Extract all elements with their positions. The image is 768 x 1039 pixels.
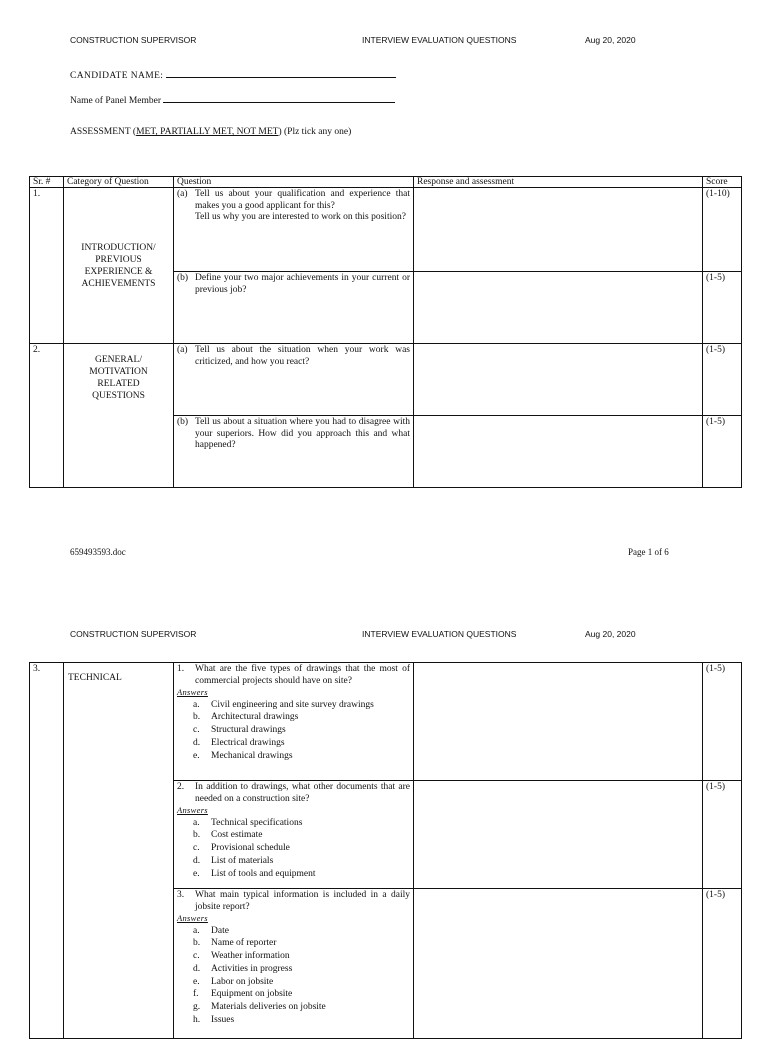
- tq2-number: 2.: [177, 782, 185, 792]
- row1-question-b: [174, 272, 414, 344]
- row1-category: INTRODUCTION/ PREVIOUS EXPERIENCE & ACHIEVEMENTS: [64, 188, 174, 344]
- row1-question-a: [174, 188, 414, 272]
- row3-category: TECHNICAL: [64, 663, 174, 1039]
- tech-question-2: [174, 781, 414, 889]
- answer-item: e. List of tools and equipment: [193, 868, 316, 879]
- row2-score-a[interactable]: (1-5): [703, 344, 742, 416]
- tq3-response[interactable]: [414, 889, 703, 1039]
- panel-member-blank[interactable]: [163, 93, 395, 103]
- row2-question-b: [174, 416, 414, 488]
- page1-header-title: CONSTRUCTION SUPERVISOR: [70, 35, 197, 45]
- answer-item: e. Mechanical drawings: [193, 750, 293, 761]
- answer-item: b. Cost estimate: [193, 830, 263, 841]
- row2-score-b[interactable]: (1-5): [703, 416, 742, 488]
- tq2-text: In addition to drawings, what other documents that are needed on a construction site?: [195, 782, 410, 804]
- evaluation-table-page1: [29, 176, 742, 488]
- col-header-category: Category of Question: [64, 177, 174, 188]
- answer-item: f. Equipment on jobsite: [193, 989, 293, 1000]
- tq2-answers-heading: Answers: [177, 805, 208, 815]
- row2-response-a[interactable]: [414, 344, 703, 416]
- evaluation-table-page2: [29, 662, 742, 1039]
- row1-qa-marker: (a): [177, 189, 188, 199]
- row2-sr: 2.: [30, 344, 64, 488]
- row1-qa-text1: Tell us about your qualification and experience that makes you a good applicant for this?: [195, 189, 410, 211]
- row2-qa-text: Tell us about the situation when your work was criticized, and how you react?: [195, 345, 410, 367]
- col-header-sr: Sr. #: [30, 177, 64, 188]
- page2-header-date: Aug 20, 2020: [585, 629, 636, 639]
- assessment-suffix: ) (Plz tick any one): [278, 127, 352, 137]
- row1-response-b[interactable]: [414, 272, 703, 344]
- row1-score-a[interactable]: (1-10): [703, 188, 742, 272]
- row2-response-b[interactable]: [414, 416, 703, 488]
- tq3-number: 3.: [177, 890, 185, 900]
- page2-header-subtitle: INTERVIEW EVALUATION QUESTIONS: [362, 629, 517, 639]
- row2-question-a: [174, 344, 414, 416]
- tq1-score[interactable]: (1-5): [703, 663, 742, 781]
- candidate-name-blank[interactable]: [166, 68, 396, 78]
- tq3-answer-list: [177, 925, 410, 1027]
- row1-qb-marker: (b): [177, 273, 189, 283]
- answer-item: a. Technical specifications: [193, 817, 303, 828]
- col-header-score: Score: [703, 177, 742, 188]
- row2-category: GENERAL/ MOTIVATION RELATED QUESTIONS: [64, 344, 174, 488]
- panel-member-field[interactable]: [70, 93, 395, 106]
- row1-qa-text2: Tell us why you are interested to work on this position?: [195, 212, 406, 222]
- candidate-name-field[interactable]: [70, 68, 396, 81]
- col-header-response: Response and assessment: [414, 177, 703, 188]
- tq3-answers-heading: Answers: [177, 913, 208, 923]
- row3-sr: 3.: [30, 663, 64, 1039]
- tq2-answer-list: [177, 817, 410, 881]
- col-header-question: Question: [174, 177, 414, 188]
- assessment-line: [70, 127, 351, 137]
- answer-item: e. Labor on jobsite: [193, 976, 274, 987]
- tq1-answer-list: [177, 699, 410, 763]
- answer-item: a. Date: [193, 925, 229, 936]
- answer-item: d. List of materials: [193, 855, 274, 866]
- tq1-number: 1.: [177, 664, 185, 674]
- page1-header-date: Aug 20, 2020: [585, 35, 636, 45]
- answer-item: b. Name of reporter: [193, 938, 277, 949]
- tq2-response[interactable]: [414, 781, 703, 889]
- row2-qb-text: Tell us about a situation where you had to disagree with your superiors. How did you approach this and what happened?: [195, 417, 410, 450]
- tq1-response[interactable]: [414, 663, 703, 781]
- assessment-prefix: ASSESSMENT (: [70, 127, 137, 137]
- answer-item: a. Civil engineering and site survey drawings: [193, 699, 374, 710]
- row2-qa-marker: (a): [177, 345, 188, 355]
- row1-score-b[interactable]: (1-5): [703, 272, 742, 344]
- tq1-answers-heading: Answers: [177, 687, 208, 697]
- page2-header-title: CONSTRUCTION SUPERVISOR: [70, 629, 197, 639]
- row1-response-a[interactable]: [414, 188, 703, 272]
- tq2-score[interactable]: (1-5): [703, 781, 742, 889]
- answer-item: d. Electrical drawings: [193, 737, 285, 748]
- assessment-options[interactable]: MET, PARTIALLY MET, NOT MET: [136, 127, 279, 137]
- tech-question-1: [174, 663, 414, 781]
- answer-item: c. Structural drawings: [193, 725, 286, 736]
- page1-footer-page-number: Page 1 of 6: [628, 547, 669, 557]
- tq3-score[interactable]: (1-5): [703, 889, 742, 1039]
- answer-item: h. Issues: [193, 1015, 235, 1026]
- tech-question-3: [174, 889, 414, 1039]
- answer-item: d. Activities in progress: [193, 963, 293, 974]
- answer-item: c. Provisional schedule: [193, 843, 290, 854]
- row1-sr: 1.: [30, 188, 64, 344]
- panel-member-label: Name of Panel Member: [70, 96, 162, 106]
- answer-item: b. Architectural drawings: [193, 712, 299, 723]
- page1-footer-filename: 659493593.doc: [70, 547, 126, 557]
- page1-header-subtitle: INTERVIEW EVALUATION QUESTIONS: [362, 35, 517, 45]
- row1-qb-text: Define your two major achievements in your current or previous job?: [195, 273, 410, 295]
- answer-item: g. Materials deliveries on jobsite: [193, 1002, 326, 1013]
- row2-qb-marker: (b): [177, 417, 189, 427]
- tq3-text: What main typical information is included in a daily jobsite report?: [195, 890, 410, 912]
- candidate-name-label: CANDIDATE NAME:: [70, 71, 164, 81]
- tq1-text: What are the five types of drawings that the most of commercial projects should have on site?: [195, 664, 410, 686]
- answer-item: c. Weather information: [193, 951, 290, 962]
